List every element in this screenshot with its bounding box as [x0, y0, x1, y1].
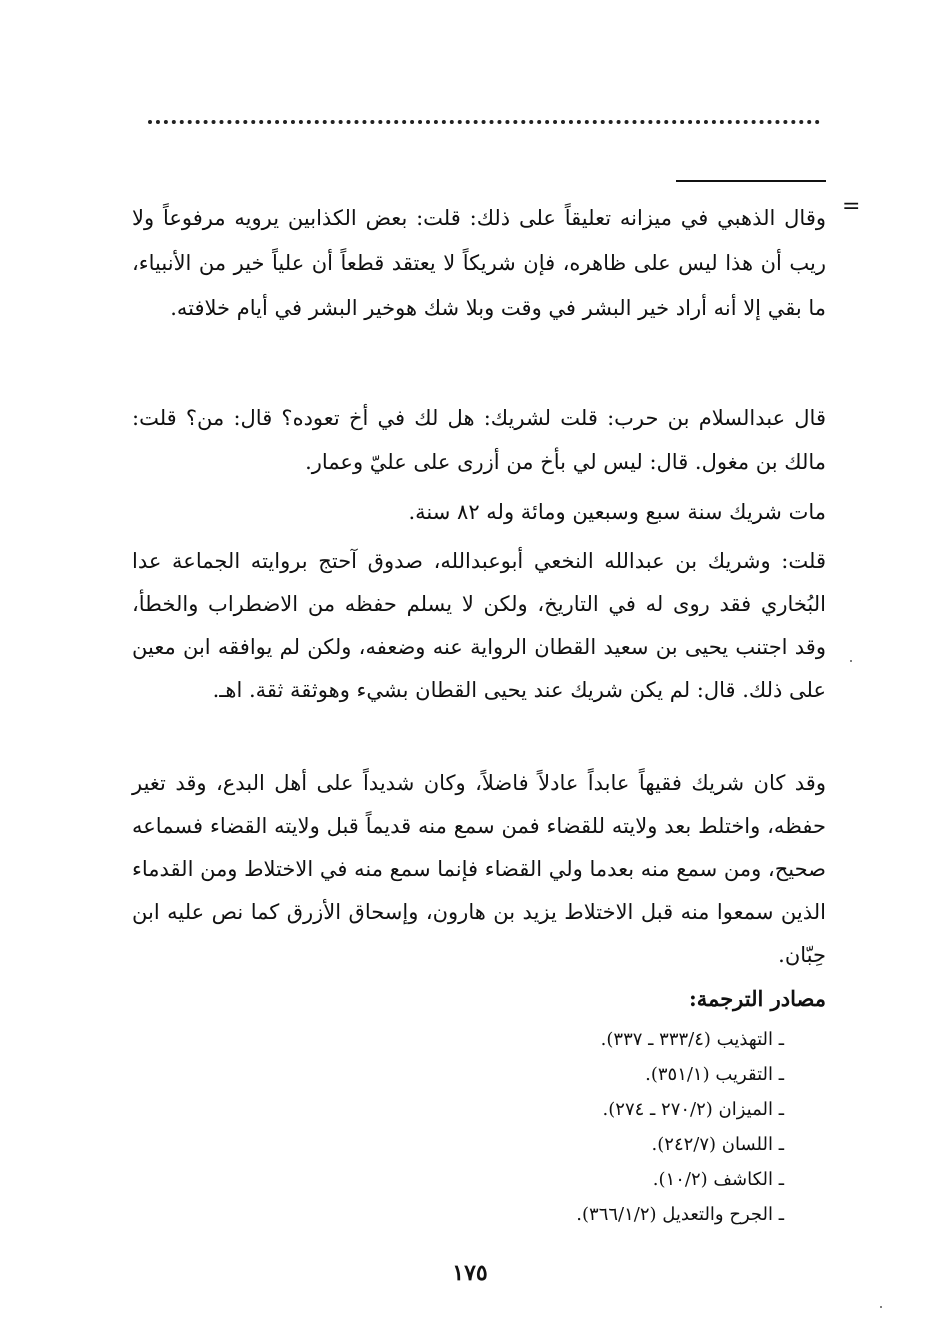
sources-list	[400, 1022, 784, 1232]
paragraph-dhahabi-comment	[132, 196, 826, 331]
footnote-rule	[676, 180, 826, 182]
paragraph-text: مات شريك سنة سبع وسبعين ومائة وله ٨٢ سنة.	[408, 500, 826, 524]
paragraph-biography	[132, 762, 826, 977]
list-item: ـ الجرح والتعديل (٣٦٦/١/٢).	[576, 1204, 784, 1225]
list-item: ـ اللسان (٢٤٢/٧).	[651, 1134, 784, 1155]
list-item: ـ الميزان (٢٧٠/٢ ـ ٢٧٤).	[602, 1099, 784, 1120]
sources-heading: مصادر الترجمة:	[689, 986, 826, 1011]
page-number: ١٧٥	[452, 1260, 488, 1286]
footnote-marker: =	[842, 194, 861, 219]
list-item: ـ التهذيب (٣٣٣/٤ ـ ٣٣٧).	[600, 1029, 784, 1050]
paragraph-abdussalam	[132, 396, 826, 484]
list-item: ـ التقريب (٣٥١/١).	[645, 1064, 784, 1085]
paragraph-text: وقال الذهبي في ميزانه تعليقاً على ذلك: قلت: بعض الكذابين يرويه مرفوعاً ولا ريب أن هذا ليس على ظاهره، فإن شريكاً لا يعتقد قطعاً أن علياً خير من الأنبياء، ما بقي إلا أنه أراد خير البشر في وقت وبلا شك هوخير البشر في أيام خلافته.	[132, 206, 826, 320]
list-item: ـ الكاشف (١٠/٢).	[652, 1169, 784, 1190]
scan-speck	[880, 1306, 882, 1308]
paragraph-assessment	[132, 540, 826, 712]
dotted-separator	[148, 120, 820, 124]
scan-speck	[850, 660, 852, 662]
paragraph-death	[132, 490, 826, 535]
paragraph-text: قال عبدالسلام بن حرب: قلت لشريك: هل لك في أخ تعوده؟ قال: من؟ قلت: مالك بن مغول. قال: ليس لي بأخ من أزرى على عليّ وعمار.	[132, 406, 826, 474]
paragraph-text: وقد كان شريك فقيهاً عابداً عادلاً فاضلاً، وكان شديداً على أهل البدع، وقد تغير حفظه، واختلط بعد ولايته للقضاء فمن سمع منه قديماً قبل ولايته القضاء فسماعه صحيح، ومن سمع منه بعدما ولي القضاء فإنما سمع منه في الاختلاط ومن القدماء الذين سمعوا منه قبل الاختلاط يزيد بن هارون، وإسحاق الأزرق كما نص عليه ابن حِبّان.	[132, 771, 826, 967]
paragraph-text: قلت: وشريك بن عبدالله النخعي أبوعبدالله، صدوق آحتج بروايته الجماعة عدا البُخاري فقد روى له في التاريخ، ولكن لا يسلم حفظه من الاضطراب والخطأ، وقد اجتنب يحيى بن سعيد القطان الرواية عنه وضعفه، ولكن لم يوافقه ابن معين على ذلك. قال: لم يكن شريك عند يحيى القطان بشيء وهوثقة ثقة. اهـ.	[132, 549, 826, 702]
